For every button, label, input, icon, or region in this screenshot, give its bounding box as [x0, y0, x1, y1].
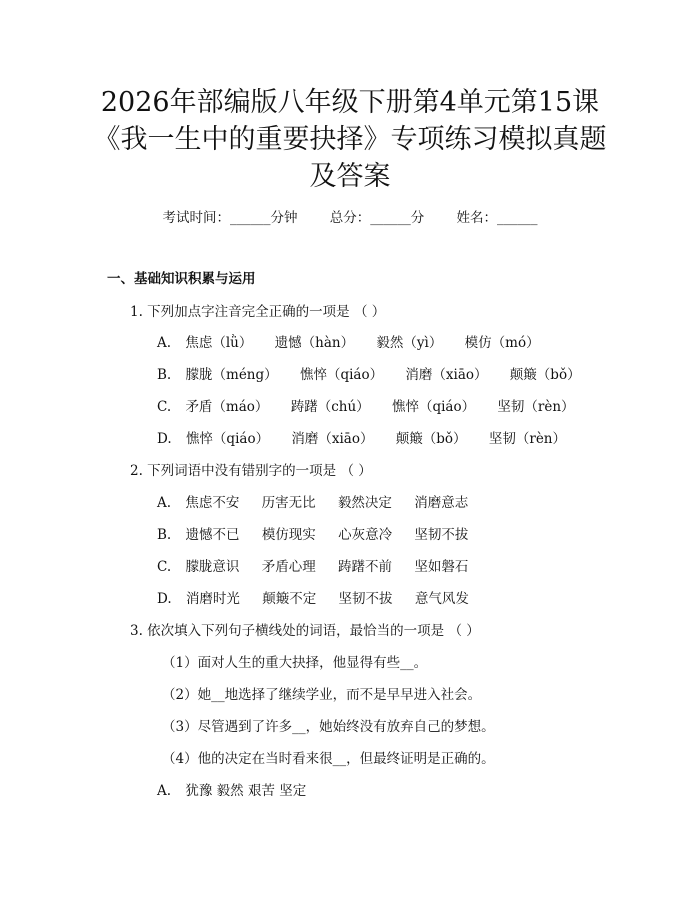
title-line-2: 《我一生中的重要抉择》专项练习模拟真题: [93, 124, 607, 155]
question-3-sentence-1: （1）面对人生的重大抉择，他显得有些__。: [162, 655, 428, 671]
option-item: 焦虑（lǜ）: [185, 335, 253, 351]
option-item: 矛盾（máo）: [185, 399, 269, 415]
option-label: B.: [157, 527, 172, 543]
option-item: 消磨（xiāo）: [291, 431, 374, 447]
option-item: 踌躇（chú）: [290, 399, 370, 415]
question-3-sentence-4: （4）他的决定在当时看来很__，但最终证明是正确的。: [162, 751, 495, 767]
option-item: 坚定: [279, 783, 307, 799]
question-1-option-c: [157, 395, 593, 415]
title-line-1: 2026年部编版八年级下册第4单元第15课: [100, 87, 600, 118]
option-item: 模仿（mó）: [464, 335, 540, 351]
option-item: 颠簸（bǒ）: [509, 367, 581, 383]
option-item: 历害无比: [261, 495, 316, 511]
question-2-stem: 2. 下列词语中没有错别字的一项是 （ ）: [130, 463, 372, 479]
option-label: C.: [157, 399, 172, 415]
question-3-sentence-2: （2）她__地选择了继续学业，而不是早早进入社会。: [162, 687, 482, 703]
option-item: 坚如磐石: [414, 559, 469, 575]
question-1-option-d: [157, 427, 584, 447]
option-item: 艰苦: [247, 783, 275, 799]
option-label: B.: [157, 367, 172, 383]
option-item: 坚韧（rèn）: [488, 431, 566, 447]
option-item: 矛盾心理: [261, 559, 316, 575]
option-item: 心灰意冷: [338, 527, 393, 543]
question-2-option-b: [157, 523, 486, 543]
option-item: 遗憾（hàn）: [274, 335, 355, 351]
question-1-stem: 1. 下列加点字注音完全正确的一项是 （ ）: [130, 304, 386, 320]
exam-info: [0, 206, 700, 226]
option-label: D.: [157, 591, 172, 607]
option-label: C.: [157, 559, 172, 575]
option-item: 毅然（yì）: [376, 335, 443, 351]
option-item: 消磨（xiāo）: [405, 367, 488, 383]
option-label: A.: [157, 335, 172, 351]
option-item: 毅然决定: [337, 495, 392, 511]
option-item: 遗憾不已: [185, 527, 240, 543]
option-item: 消磨时光: [185, 591, 240, 607]
question-1-option-b: [157, 363, 599, 383]
option-item: 焦虑不安: [185, 495, 240, 511]
question-2-option-c: [157, 555, 486, 575]
question-2-option-a: [157, 491, 486, 511]
option-item: 踌躇不前: [338, 559, 393, 575]
option-item: 犹豫: [185, 783, 213, 799]
document-title: [60, 84, 640, 195]
exam-score: 总分：______分: [329, 210, 425, 226]
question-3-stem: 3. 依次填入下列句子横线处的词语，最恰当的一项是 （ ）: [130, 623, 480, 639]
option-item: 模仿现实: [261, 527, 316, 543]
option-item: 毅然: [216, 783, 244, 799]
option-item: 憔悴（qiáo）: [185, 431, 270, 447]
option-item: 消磨意志: [414, 495, 469, 511]
option-item: 颠簸（bǒ）: [395, 431, 467, 447]
option-item: 坚韧不拔: [414, 527, 469, 543]
student-name: 姓名：______: [456, 210, 538, 226]
option-item: 朦胧意识: [185, 559, 240, 575]
option-item: 朦胧（méng）: [185, 367, 278, 383]
exam-time: 考试时间：______分钟: [162, 210, 298, 226]
question-3-sentence-3: （3）尽管遇到了许多__，她始终没有放弃自己的梦想。: [162, 719, 495, 735]
question-2-option-d: [157, 587, 487, 607]
option-item: 憔悴（qiáo）: [299, 367, 384, 383]
question-1-option-a: [157, 331, 558, 351]
section-heading: 一、基础知识积累与运用: [107, 271, 256, 287]
title-line-3: 及答案: [309, 161, 391, 192]
option-item: 意气风发: [414, 591, 469, 607]
option-item: 坚韧（rèn）: [497, 399, 575, 415]
option-label: A.: [157, 783, 172, 799]
option-label: D.: [157, 431, 172, 447]
option-item: 憔悴（qiáo）: [391, 399, 476, 415]
option-label: A.: [157, 495, 172, 511]
option-item: 坚韧不拔: [338, 591, 393, 607]
option-item: 颠簸不定: [262, 591, 317, 607]
question-3-option-a: [157, 779, 306, 799]
